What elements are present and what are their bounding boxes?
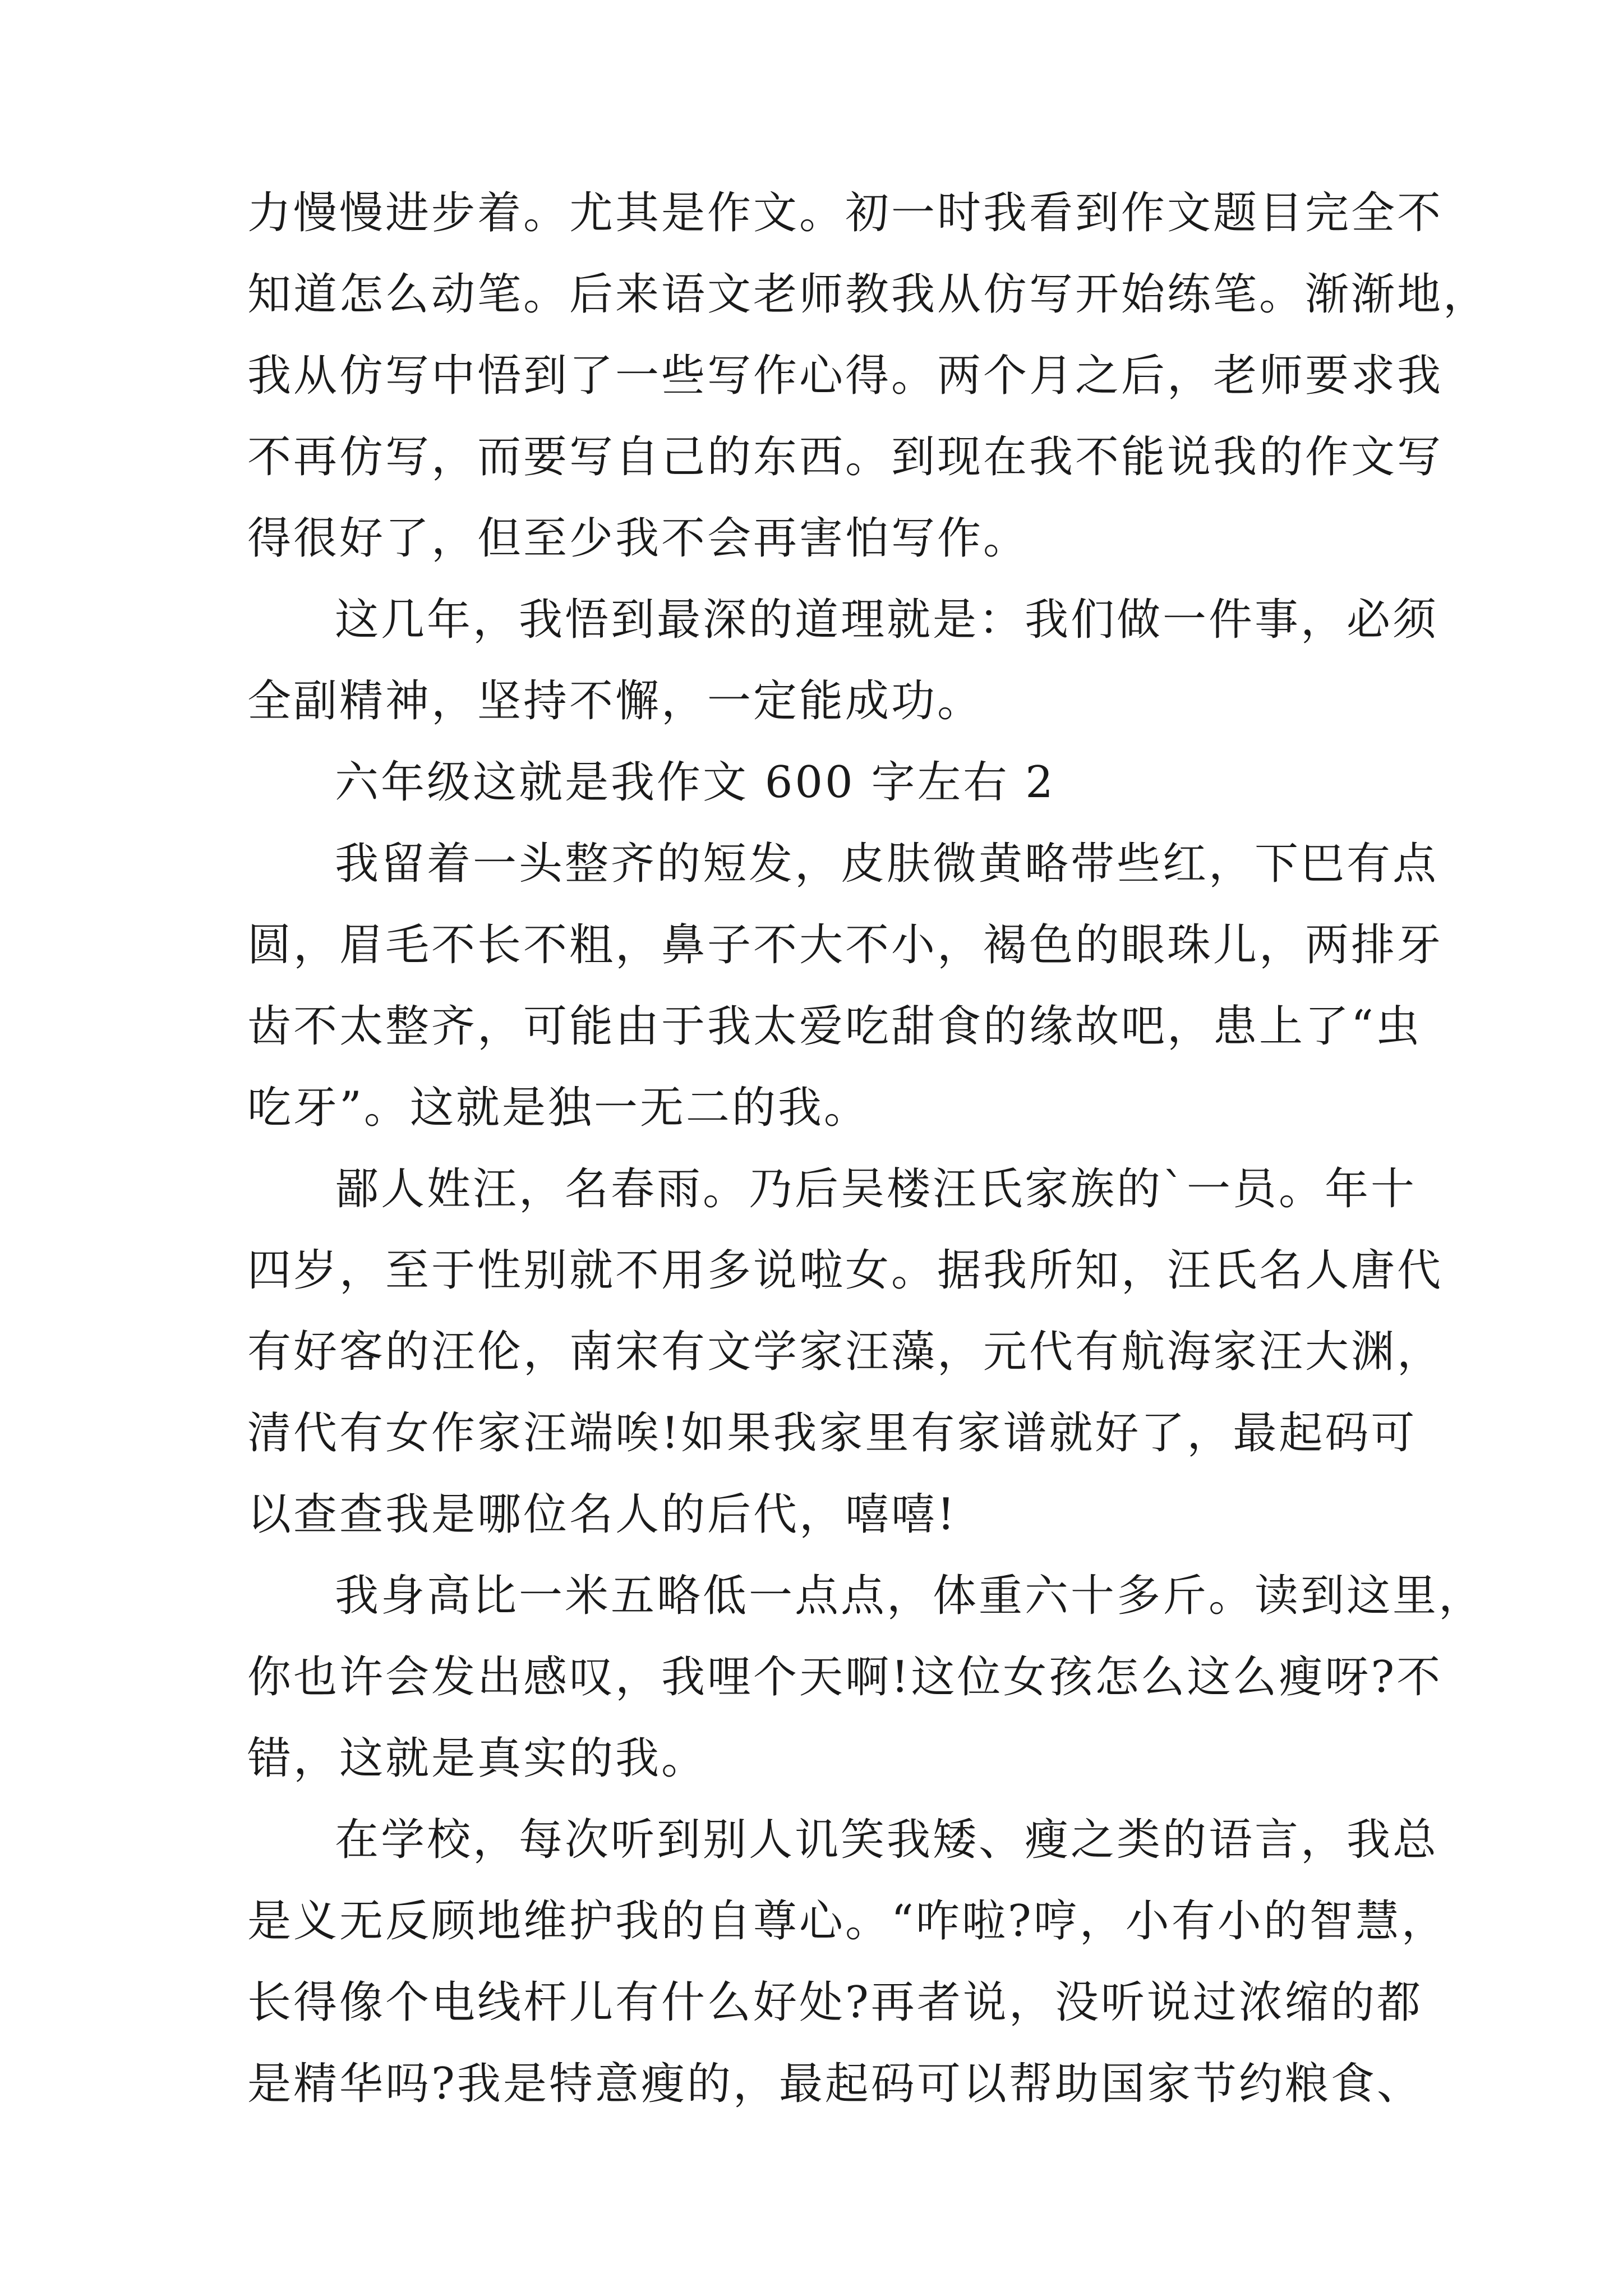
text-line: 我身高比一米五略低一点点，体重六十多斤。读到这里，: [335, 1571, 1485, 1621]
text-line: 齿不太整齐，可能由于我太爱吃甜食的缘故吧，患上了“虫: [247, 1001, 1422, 1052]
text-line: 我留着一头整齐的短发，皮肤微黄略带些红，下巴有点: [335, 839, 1439, 889]
text-line: 知道怎么动笔。后来语文老师教我从仿写开始练笔。渐渐地，: [247, 269, 1490, 320]
text-line: 是精华吗?我是特意瘦的，最起码可以帮助国家节约粮食、: [247, 2059, 1423, 2109]
paragraph: [247, 1149, 1444, 1556]
text-line: 这几年，我悟到最深的道理就是：我们做一件事，必须: [335, 595, 1439, 645]
paragraph: [247, 173, 1490, 579]
text-line: 我从仿写中悟到了一些写作心得。两个月之后，老师要求我: [247, 351, 1444, 401]
text-line: 力慢慢进步着。尤其是作文。初一时我看到作文题目完全不: [247, 188, 1444, 238]
text-line: 不再仿写，而要写自己的东西。到现在我不能说我的作文写: [247, 432, 1444, 482]
section-heading: [247, 742, 1386, 823]
text-line: 长得像个电线杆儿有什么好处?再者说，没听说过浓缩的都: [247, 1977, 1423, 2028]
text-line: 鄙人姓汪，名春雨。乃后吴楼汪氏家族的`一员。年十: [335, 1164, 1417, 1214]
text-line: 在学校，每次听到别人讥笑我矮、瘦之类的语言，我总: [335, 1815, 1439, 1865]
text-line: 是义无反顾地维护我的自尊心。“咋啦?哼，小有小的智慧，: [247, 1896, 1447, 1947]
paragraph: [247, 823, 1444, 1149]
text-line: 你也许会发出感叹，我哩个天啊!这位女孩怎么这么瘦呀?不: [247, 1652, 1443, 1703]
paragraph: [247, 579, 1439, 742]
heading-text: 六年级这就是我作文 600 字左右 2: [335, 757, 1055, 808]
text-line: 错，这就是真实的我。: [247, 1733, 708, 1784]
paragraph: [247, 1556, 1485, 1800]
document-body: [247, 173, 1490, 2125]
text-line: 清代有女作家汪端唉!如果我家里有家谱就好了，最起码可: [247, 1408, 1417, 1458]
text-line: 吃牙”。这就是独一无二的我。: [247, 1083, 870, 1133]
text-line: 四岁，至于性别就不用多说啦女。据我所知，汪氏名人唐代: [247, 1245, 1444, 1296]
text-line: 以查查我是哪位名人的后代，嘻嘻!: [247, 1489, 957, 1540]
text-line: 圆，眉毛不长不粗，鼻子不大不小，褐色的眼珠儿，两排牙: [247, 920, 1444, 970]
text-line: 有好客的汪伦，南宋有文学家汪藻，元代有航海家汪大渊，: [247, 1327, 1444, 1377]
paragraph: [247, 1800, 1447, 2125]
text-line: 得很好了，但至少我不会再害怕写作。: [247, 513, 1030, 564]
text-line: 全副精神，坚持不懈，一定能成功。: [247, 676, 984, 726]
